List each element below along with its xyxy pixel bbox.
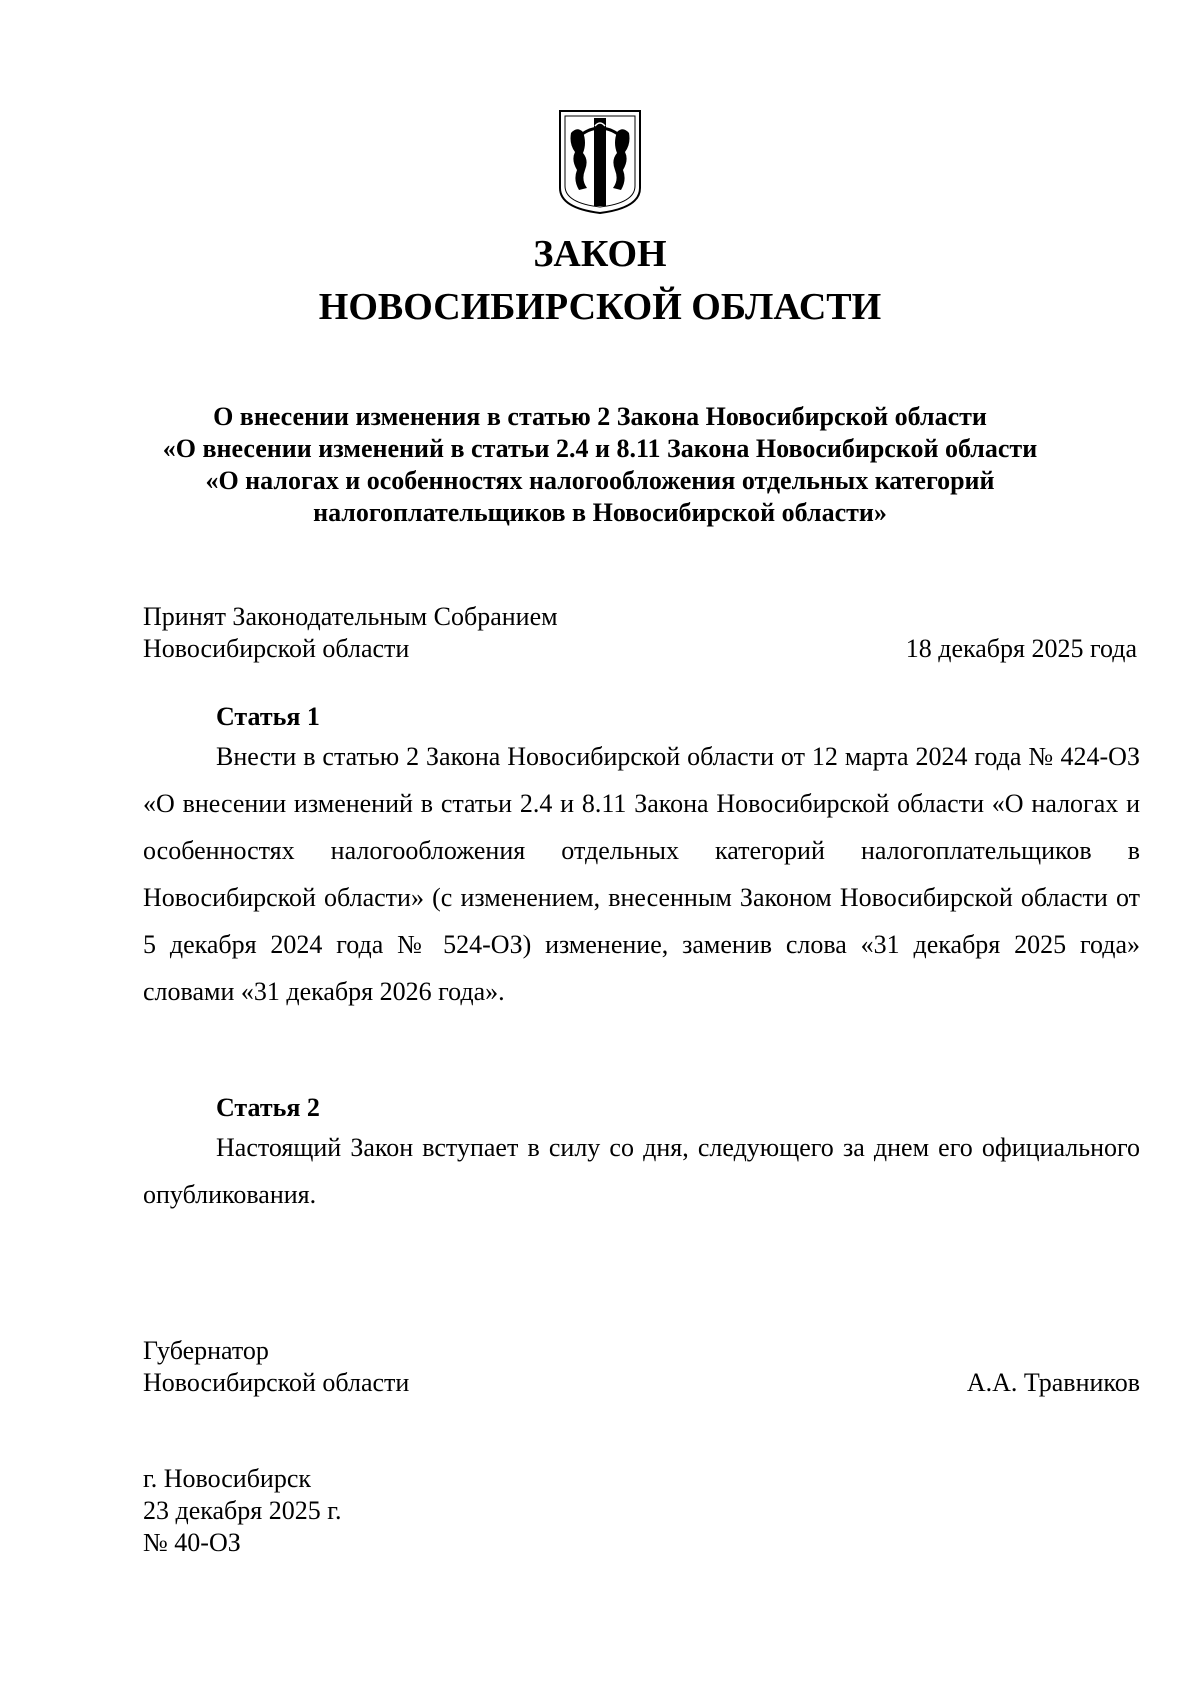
adopted-line-2: Новосибирской области (143, 634, 410, 663)
subtitle-line: «О налогах и особенностях налогообложения отдельных категорий (205, 466, 995, 495)
adopted-line-1: Принят Законодательным Собранием (143, 602, 558, 631)
adopted-date: 18 декабря 2025 года (905, 634, 1137, 663)
governor-line-2: Новосибирской области (143, 1368, 410, 1397)
article-1-text: Внести в статью 2 Закона Новосибирской области от 12 марта 2024 года № 424-ОЗ «О внесении изменений в статьи 2.4 и 8.11 Закона Новосибирской области «О налогах и особенностях налогообложения отдельных категорий налогоплательщиков в Новосибирской области» (с изменением, внесенным Законом Новосибирской области от 5 декабря 2024 года № 524-ОЗ) изменение, заменив слова «31 декабря 2025 года» словами «31 декабря 2026 года». (143, 742, 1140, 1006)
title-line-2: НОВОСИБИРСКОЙ ОБЛАСТИ (318, 286, 882, 328)
subtitle-line: «О внесении изменений в статьи 2.4 и 8.11 Закона Новосибирской области (162, 434, 1038, 463)
governor-line-1: Губернатор (143, 1336, 269, 1365)
signing-info (143, 1463, 341, 1559)
law-subtitle (100, 401, 1100, 529)
title-line-1: ЗАКОН (533, 233, 667, 275)
article-2-text: Настоящий Закон вступает в силу со дня, следующего за днем его официального опубликования. (143, 1133, 1140, 1209)
article-1-heading: Статья 1 (216, 702, 320, 731)
governor-name: А.А. Травников (966, 1368, 1140, 1397)
adopted-by (143, 601, 558, 665)
subtitle-line: О внесении изменения в статью 2 Закона Новосибирской области (213, 402, 987, 431)
city: г. Новосибирск (143, 1464, 312, 1493)
page-title (0, 228, 1200, 334)
law-number: № 40-ОЗ (143, 1528, 241, 1557)
governor-title (143, 1335, 409, 1399)
signed-date: 23 декабря 2025 г. (143, 1496, 342, 1525)
subtitle-line: налогоплательщиков в Новосибирской области» (313, 498, 887, 527)
article-2-heading: Статья 2 (216, 1093, 320, 1122)
coat-of-arms-icon (557, 108, 643, 216)
